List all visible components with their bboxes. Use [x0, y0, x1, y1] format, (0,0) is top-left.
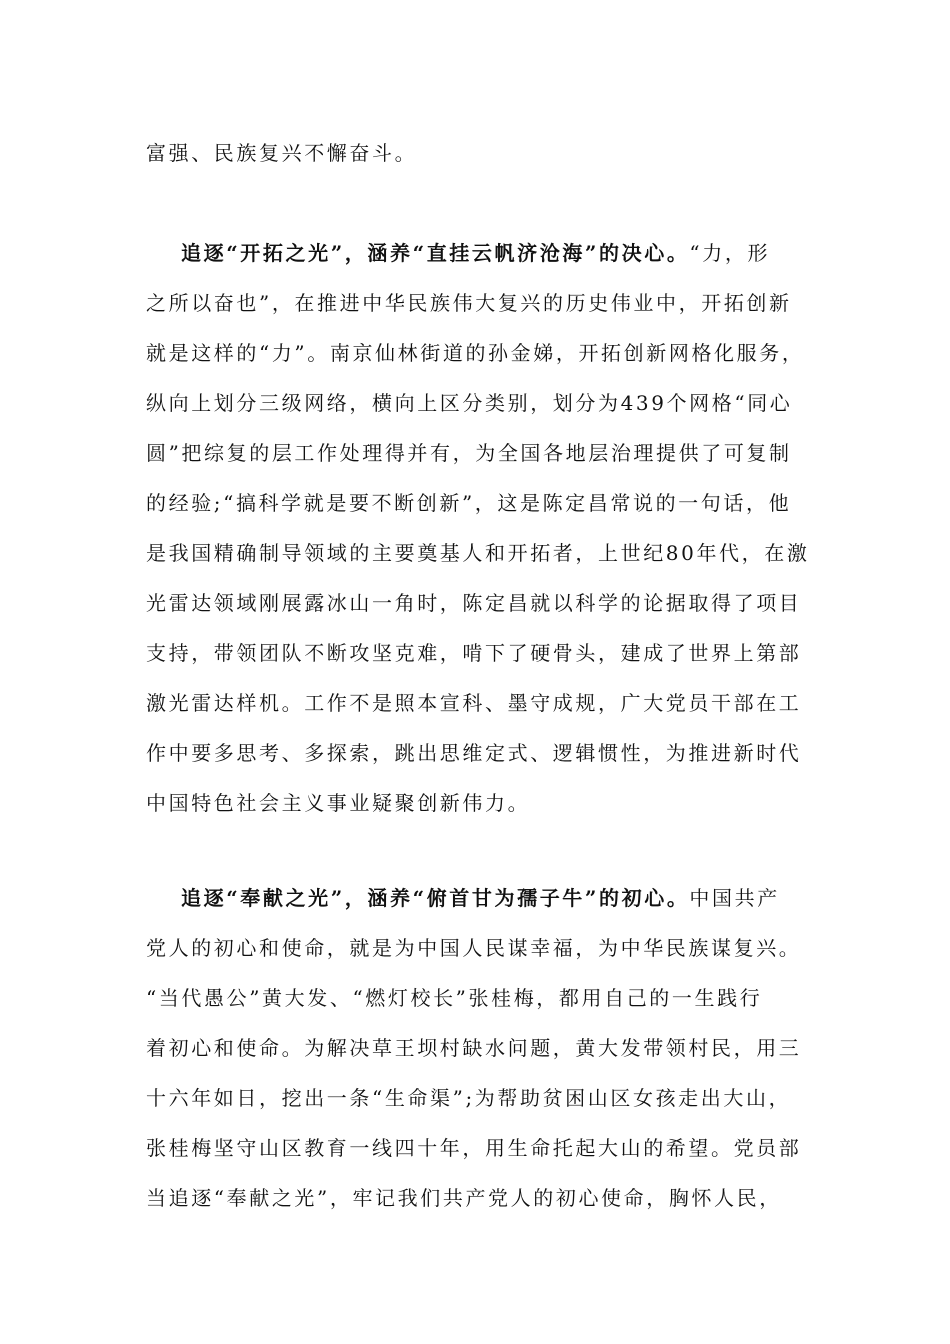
- paragraph1-line: 光雷达领域刚展露冰山一角时，陈定昌就以科学的论据取得了项目: [146, 591, 802, 615]
- paragraph2-first-line-rest: 中国共产: [689, 886, 780, 910]
- paragraph2-first-line: [181, 884, 780, 912]
- paragraph2-line: “当代愚公”黄大发、“燃灯校长”张桂梅，都用自己的一生践行: [146, 986, 763, 1010]
- paragraph1-line: 中国特色社会主义事业疑聚创新伟力。: [146, 791, 531, 815]
- paragraph2-line: 十六年如日，挖出一条“生命渠”;为帮助贫困山区女孩走出大山，: [146, 1086, 792, 1110]
- paragraph1-line: 的经验;“搞科学就是要不断创新”，这是陈定昌常说的一句话，他: [146, 491, 792, 515]
- paragraph1-line: 之所以奋也”，在推进中华民族伟大复兴的历史伟业中，开拓创新: [146, 291, 792, 315]
- paragraph2-line: 当追逐“奉献之光”，牢记我们共产党人的初心使命，胸怀人民，: [146, 1186, 782, 1210]
- paragraph1-line: 圆”把综复的层工作处理得并有，为全国各地层治理提供了可复制: [146, 441, 792, 465]
- paragraph1-heading: 追逐“开拓之光”，涵养“直挂云帆济沧海”的决心。: [181, 241, 690, 265]
- paragraph1-first-line-rest: “力，形: [689, 241, 771, 265]
- paragraph2-line: 张桂梅坚守山区教育一线四十年，用生命托起大山的希望。党员部: [146, 1136, 802, 1160]
- paragraph1-line: 是我国精确制导领域的主要奠基人和开拓者，上世纪80年代，在激: [146, 541, 810, 565]
- continuation-line: 富强、民族复兴不懈奋斗。: [146, 141, 418, 165]
- paragraph1-line: 作中要多思考、多探索，跳出思维定式、逻辑惯性，为推进新时代: [146, 741, 802, 765]
- paragraph1-line: 支持，带领团队不断攻坚克难，啃下了硬骨头，建成了世界上第部: [146, 641, 802, 665]
- paragraph2-line: 党人的初心和使命，就是为中国人民谋幸福，为中华民族谋复兴。: [146, 936, 802, 960]
- paragraph2-line: 着初心和使命。为解决草王坝村缺水问题，黄大发带领村民，用三: [146, 1036, 802, 1060]
- paragraph1-line: 激光雷达样机。工作不是照本宣科、墨守成规，广大党员干部在工: [146, 691, 802, 715]
- paragraph1-line: 纵向上划分三级网络，横向上区分类别，划分为439个网格“同心: [146, 391, 793, 415]
- paragraph1-first-line: [181, 239, 770, 267]
- paragraph2-heading: 追逐“奉献之光”，涵养“俯首甘为孺子牛”的初心。: [181, 886, 690, 910]
- paragraph1-line: 就是这样的“力”。南京仙林街道的孙金娣，开拓创新网格化服务，: [146, 341, 805, 365]
